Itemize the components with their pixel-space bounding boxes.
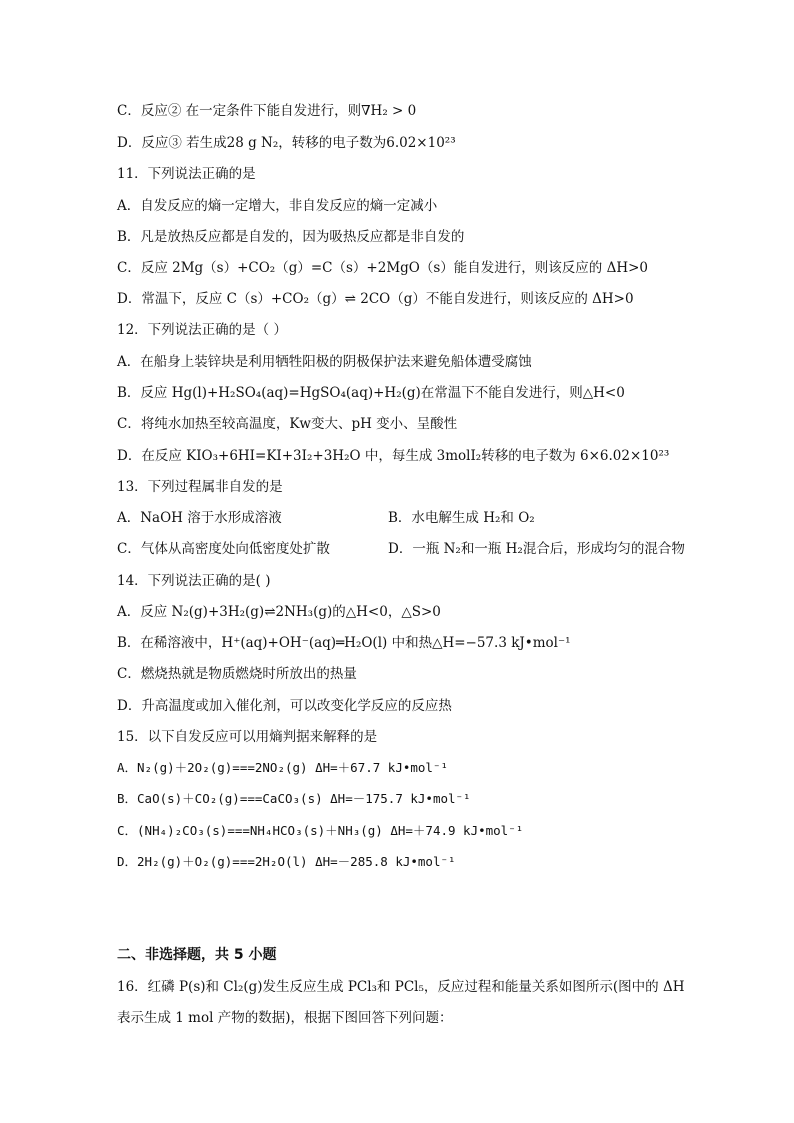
question-11-stem: 11．下列说法正确的是 bbox=[117, 166, 256, 182]
question-14-option-c: C．燃烧热就是物质燃烧时所放出的热量 bbox=[117, 666, 357, 682]
question-15-option-c: C．(NH₄)₂CO₃(s)===NH₄HCO₃(s)＋NH₃(g) ΔH=＋74.9 kJ•mol⁻¹ bbox=[117, 823, 524, 838]
question-12-option-a: A．在船身上装锌块是利用牺牲阳极的阴极保护法来避免船体遭受腐蚀 bbox=[117, 354, 532, 370]
question-14-option-d: D．升高温度或加入催化剂，可以改变化学反应的反应热 bbox=[117, 698, 452, 714]
question-13-option-b: B．水电解生成 H₂和 O₂ bbox=[388, 510, 535, 526]
question-11-option-a: A．自发反应的熵一定增大，非自发反应的熵一定减小 bbox=[117, 198, 438, 214]
question-11-option-b: B．凡是放热反应都是自发的，因为吸热反应都是非自发的 bbox=[117, 229, 465, 245]
question-15-option-d: D．2H₂(g)＋O₂(g)===2H₂O(l) ΔH=－285.8 kJ•mol⁻¹ bbox=[117, 854, 456, 869]
question-11-option-d: D．常温下，反应 C（s）+CO₂（g）⇌ 2CO（g）不能自发进行，则该反应的 ΔH>0 bbox=[117, 291, 634, 307]
question-14-stem: 14．下列说法正确的是( ) bbox=[117, 573, 271, 589]
question-15-option-b: B．CaO(s)＋CO₂(g)===CaCO₃(s) ΔH=－175.7 kJ•mol⁻¹ bbox=[117, 791, 471, 806]
question-16-stem-line-1: 16．红磷 P(s)和 Cl₂(g)发生反应生成 PCl₃和 PCl₅，反应过程和能量关系如图所示(图中的 ΔH bbox=[117, 979, 685, 995]
question-13-option-d: D．一瓶 N₂和一瓶 H₂混合后，形成均匀的混合物 bbox=[388, 541, 685, 557]
question-15-option-a: A．N₂(g)＋2O₂(g)===2NO₂(g) ΔH=＋67.7 kJ•mol⁻¹ bbox=[117, 760, 448, 775]
question-10-option-c: C．反应② 在一定条件下能自发进行，则∇H₂ > 0 bbox=[117, 103, 417, 119]
question-16-stem-line-2: 表示生成 1 mol 产物的数据)，根据下图回答下列问题： bbox=[117, 1010, 453, 1026]
question-12-stem: 12．下列说法正确的是（ ） bbox=[117, 322, 287, 338]
question-12-option-d: D．在反应 KIO₃+6HI=KI+3I₂+3H₂O 中，每生成 3molI₂转移的电子数为 6×6.02×10²³ bbox=[117, 448, 670, 464]
question-13-stem: 13．下列过程属非自发的是 bbox=[117, 479, 283, 495]
question-13-option-c: C．气体从高密度处向低密度处扩散 bbox=[117, 541, 330, 557]
question-14-option-a: A．反应 N₂(g)+3H₂(g)⇌2NH₃(g)的△H<0，△S>0 bbox=[117, 604, 441, 620]
question-10-option-d: D．反应③ 若生成28 g N₂，转移的电子数为6.02×10²³ bbox=[117, 135, 456, 151]
question-15-stem: 15．以下自发反应可以用熵判据来解释的是 bbox=[117, 729, 378, 745]
question-12-option-b: B．反应 Hg(l)+H₂SO₄(aq)=HgSO₄(aq)+H₂(g)在常温下不能自发进行，则△H<0 bbox=[117, 385, 625, 401]
question-11-option-c: C．反应 2Mg（s）+CO₂（g）=C（s）+2MgO（s）能自发进行，则该反应的 ΔH>0 bbox=[117, 260, 649, 276]
question-12-option-c: C．将纯水加热至较高温度，Kw变大、pH 变小、呈酸性 bbox=[117, 416, 458, 432]
question-13-option-a: A．NaOH 溶于水形成溶液 bbox=[117, 510, 282, 526]
question-14-option-b: B．在稀溶液中，H⁺(aq)+OH⁻(aq)═H₂O(l) 中和热△H=−57.3 kJ•mol⁻¹ bbox=[117, 635, 571, 651]
section-heading: 二、非选择题，共 5 小题 bbox=[117, 947, 277, 963]
